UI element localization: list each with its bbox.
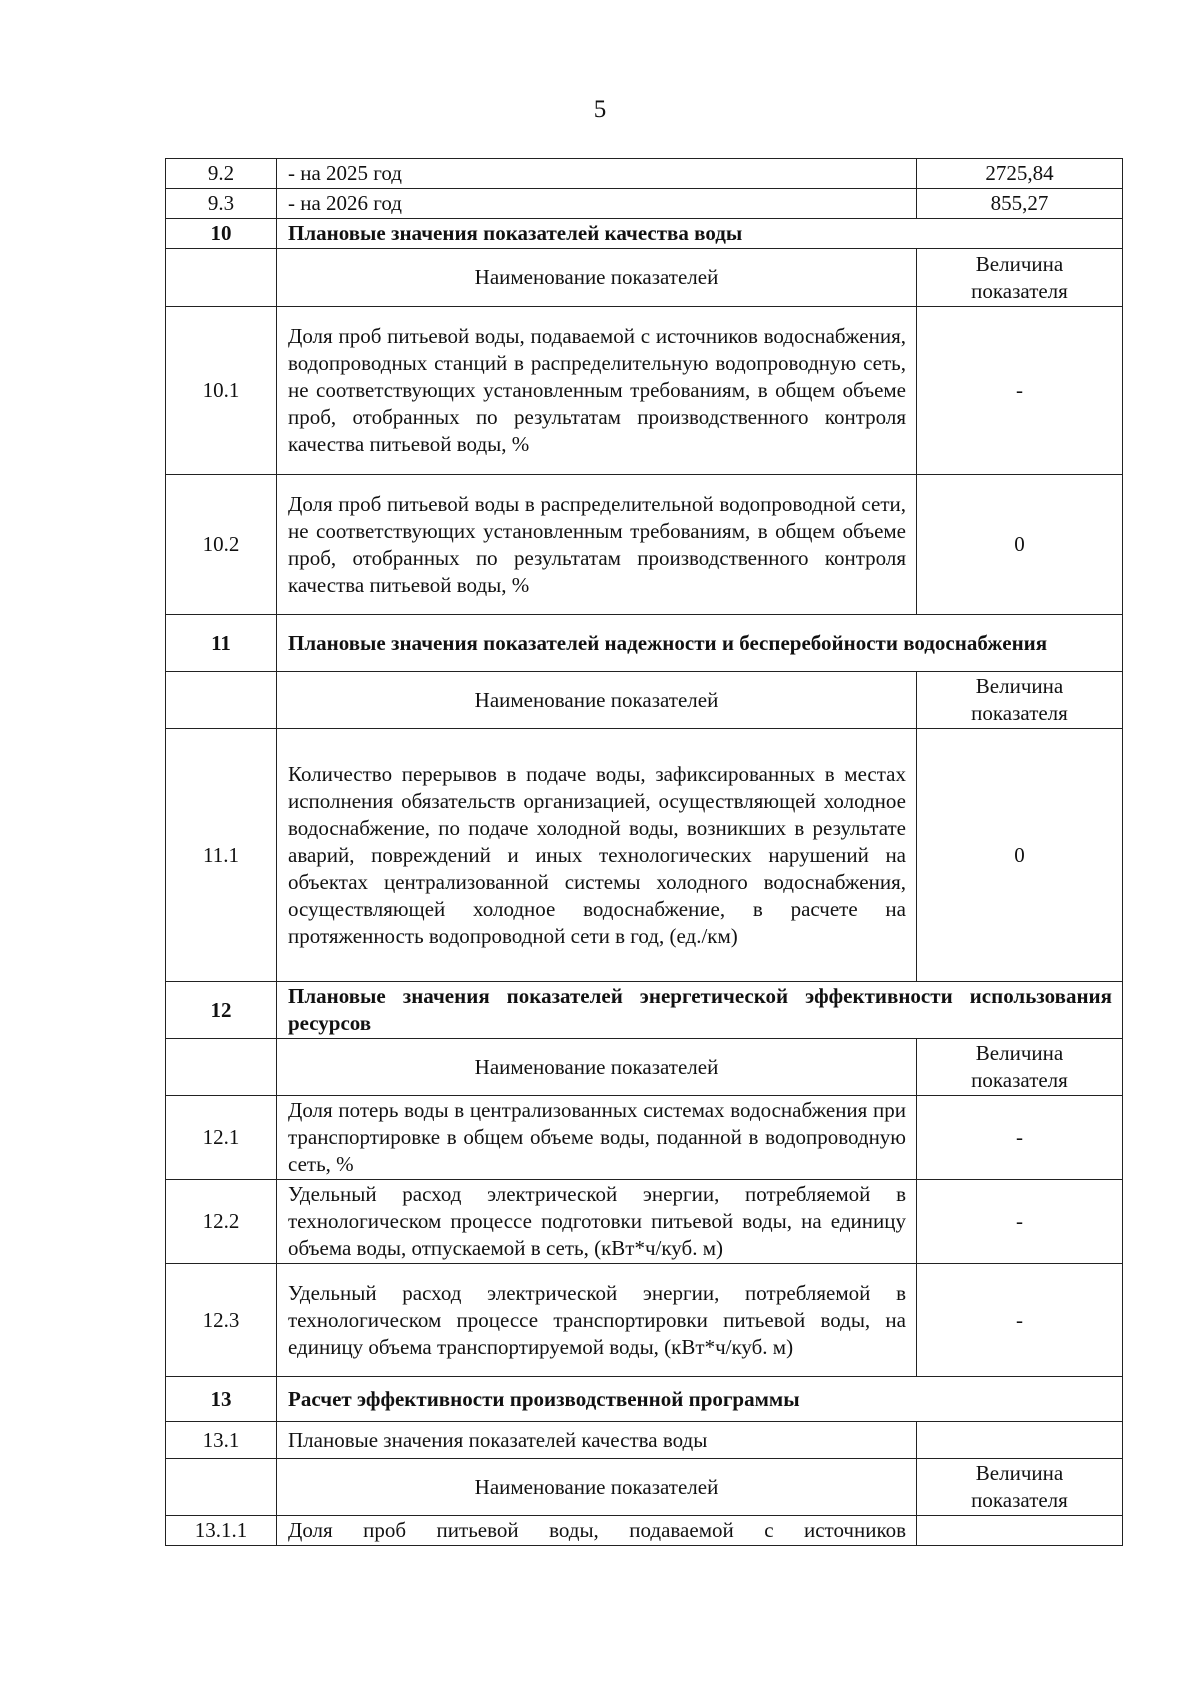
section-title: Плановые значения показателей энергетической эффективности использования ресурсов — [277, 982, 1123, 1039]
header-value-line1: Величина — [975, 674, 1064, 698]
header-value-line2: показателя — [971, 1488, 1068, 1512]
section-number: 13 — [166, 1377, 277, 1422]
row-text: - на 2025 год — [277, 159, 917, 189]
row-text: Доля проб питьевой воды, подаваемой с источников водоснабжения, водопроводных станций в распределительную водопроводную сеть, не соответствующих установленным требованиям, в общем объеме проб, отобранных по результатам производственного контроля качества питьевой воды, % — [277, 307, 917, 475]
row-value: 0 — [917, 475, 1123, 615]
section-row — [166, 982, 1123, 1039]
header-value — [917, 249, 1123, 307]
row-value: - — [917, 1096, 1123, 1180]
section-number: 11 — [166, 615, 277, 672]
row-text: Доля проб питьевой воды в распределительной водопроводной сети, не соответствующих установленным требованиям, в общем объеме проб, отобранных по результатам производственного контроля качества питьевой воды, % — [277, 475, 917, 615]
row-number: 10.2 — [166, 475, 277, 615]
header-name: Наименование показателей — [277, 249, 917, 307]
header-name: Наименование показателей — [277, 672, 917, 729]
header-value-line2: показателя — [971, 278, 1068, 303]
row-text: Плановые значения показателей качества воды — [277, 1422, 917, 1459]
row-value — [917, 1516, 1123, 1546]
header-value-line1: Величина — [975, 1461, 1064, 1485]
row-number: 13.1 — [166, 1422, 277, 1459]
row-number: 13.1.1 — [166, 1516, 277, 1546]
header-row — [166, 1039, 1123, 1096]
header-empty-cell — [166, 1039, 277, 1096]
row-text: - на 2026 год — [277, 189, 917, 219]
row-number: 10.1 — [166, 307, 277, 475]
table-row — [166, 475, 1123, 615]
table-row — [166, 159, 1123, 189]
header-row — [166, 672, 1123, 729]
header-value — [917, 672, 1123, 729]
row-text: Удельный расход электрической энергии, потребляемой в технологическом процессе транспортировки питьевой воды, на единицу объема транспортируемой воды, (кВт*ч/куб. м) — [277, 1264, 917, 1377]
row-number: 9.3 — [166, 189, 277, 219]
header-name: Наименование показателей — [277, 1459, 917, 1516]
row-value: 855,27 — [917, 189, 1123, 219]
row-number: 9.2 — [166, 159, 277, 189]
section-number: 12 — [166, 982, 277, 1039]
row-text: Удельный расход электрической энергии, потребляемой в технологическом процессе подготовки питьевой воды, на единицу объема воды, отпускаемой в сеть, (кВт*ч/куб. м) — [277, 1180, 917, 1264]
header-value-line2: показателя — [971, 1068, 1068, 1092]
table-row — [166, 189, 1123, 219]
table-row — [166, 1096, 1123, 1180]
page-number: 5 — [593, 96, 607, 123]
row-value: - — [917, 307, 1123, 475]
header-empty-cell — [166, 672, 277, 729]
section-row — [166, 615, 1123, 672]
row-text: Доля проб питьевой воды, подаваемой с источников — [277, 1516, 917, 1546]
section-title: Расчет эффективности производственной программы — [277, 1377, 1123, 1422]
table-row — [166, 307, 1123, 475]
row-value: 2725,84 — [917, 159, 1123, 189]
row-value: - — [917, 1264, 1123, 1377]
header-value-line1: Величина — [975, 1041, 1064, 1065]
header-value — [917, 1459, 1123, 1516]
header-empty-cell — [166, 1459, 277, 1516]
header-row — [166, 249, 1123, 307]
row-number: 12.1 — [166, 1096, 277, 1180]
table-row — [166, 1180, 1123, 1264]
row-number: 12.3 — [166, 1264, 277, 1377]
header-row — [166, 1459, 1123, 1516]
header-value — [917, 1039, 1123, 1096]
table-row — [166, 1516, 1123, 1546]
section-row — [166, 1377, 1123, 1422]
header-name: Наименование показателей — [277, 1039, 917, 1096]
header-value-line2: показателя — [971, 701, 1068, 725]
section-title: Плановые значения показателей качества воды — [277, 219, 1123, 249]
table-row — [166, 729, 1123, 982]
section-number: 10 — [166, 219, 277, 249]
table-row — [166, 1422, 1123, 1459]
section-title: Плановые значения показателей надежности и бесперебойности водоснабжения — [277, 615, 1123, 672]
header-value-line1: Величина — [975, 251, 1064, 276]
table-row — [166, 1264, 1123, 1377]
row-text: Доля потерь воды в централизованных системах водоснабжения при транспортировке в общем объеме воды, поданной в водопроводную сеть, % — [277, 1096, 917, 1180]
row-value: - — [917, 1180, 1123, 1264]
row-value — [917, 1422, 1123, 1459]
row-number: 12.2 — [166, 1180, 277, 1264]
row-text: Количество перерывов в подаче воды, зафиксированных в местах исполнения обязательств организацией, осуществляющей холодное водоснабжение, по подаче холодной воды, возникших в результате аварий, повреждений и иных технологических нарушений на объектах централизованной системы холодного водоснабжения, осуществляющей холодное водоснабжение, в расчете на протяженность водопроводной сети в год, (ед./км) — [277, 729, 917, 982]
program-table — [165, 158, 1123, 1546]
row-value: 0 — [917, 729, 1123, 982]
section-row — [166, 219, 1123, 249]
header-empty-cell — [166, 249, 277, 307]
row-number: 11.1 — [166, 729, 277, 982]
